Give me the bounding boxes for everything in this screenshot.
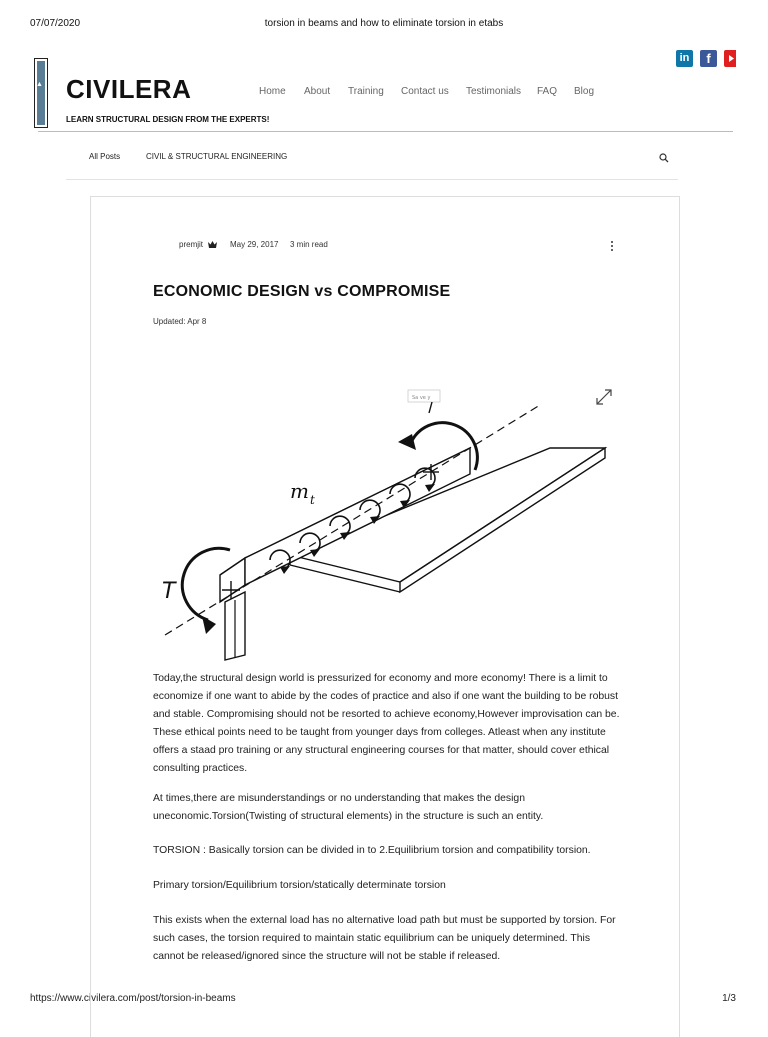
print-page-number: 1/3 xyxy=(722,993,736,1004)
nav-blog[interactable]: Blog xyxy=(574,86,595,97)
crown-icon xyxy=(208,241,217,248)
print-date: 07/07/2020 xyxy=(30,18,81,29)
category-divider xyxy=(66,179,678,180)
t-label: T xyxy=(162,579,176,604)
post-paragraph: Today,the structural design world is pressurized for economy and more economy! There is a limit to economize if one want to abide by the codes of practice and also if one want the building to be robust and stable. Compromising should not be resorted to achieve economy,However improvisation can be. These ethical points need to be taught from younger days from colleges. Atleast when any institute offers a staad pro training or any structural engineering courses for that matter, should cover ethical consulting practices. xyxy=(153,673,620,774)
figure-small-label: Sa ve y xyxy=(412,395,431,401)
post-title: ECONOMIC DESIGN vs COMPROMISE xyxy=(153,283,451,300)
youtube-icon[interactable] xyxy=(724,50,736,67)
post-updated: Updated: Apr 8 xyxy=(153,317,207,326)
print-url[interactable]: https://www.civilera.com/post/torsion-in-beams xyxy=(30,993,236,1004)
post-paragraph: At times,there are misunderstandings or no understanding that makes the design uneconomic.Torsion(Twisting of structural elements) in the structure is such an entity. xyxy=(153,793,544,822)
post-paragraph: This exists when the external load has no alternative load path but must be supported by torsion. For such cases, the torsion required to maintain static equilibrium can be uniquely determined. This cannot be released/ignored since the structure will not be stable if released. xyxy=(153,915,616,962)
expand-icon[interactable] xyxy=(595,388,613,406)
mt-subscript: t xyxy=(310,493,315,507)
print-title: torsion in beams and how to eliminate torsion in etabs xyxy=(264,18,504,29)
post-read-time: 3 min read xyxy=(290,240,328,249)
linkedin-icon[interactable]: in xyxy=(676,50,693,67)
torsion-beam-figure xyxy=(150,380,620,665)
post-paragraph: TORSION : Basically torsion can be divided in to 2.Equilibrium torsion and compatibility torsion. xyxy=(153,845,591,856)
category-civil-structural[interactable]: CIVIL & STRUCTURAL ENGINEERING xyxy=(146,152,288,161)
site-tagline: LEARN STRUCTURAL DESIGN FROM THE EXPERTS! xyxy=(66,115,270,124)
post-author[interactable]: premjit xyxy=(179,240,204,249)
nav-training[interactable]: Training xyxy=(348,86,384,97)
sidebar-toggle[interactable] xyxy=(34,58,48,128)
nav-contact-us[interactable]: Contact us xyxy=(401,86,449,97)
header-divider xyxy=(38,131,733,132)
post-paragraph: Primary torsion/Equilibrium torsion/statically determinate torsion xyxy=(153,880,446,891)
facebook-icon[interactable]: f xyxy=(700,50,717,67)
category-all-posts[interactable]: All Posts xyxy=(89,152,121,161)
nav-home[interactable]: Home xyxy=(259,86,286,97)
chevron-up-icon: ▲ xyxy=(36,81,43,88)
mt-label: m xyxy=(290,479,309,503)
more-options-icon[interactable] xyxy=(610,240,614,252)
search-icon[interactable] xyxy=(658,152,670,164)
post-date: May 29, 2017 xyxy=(230,240,279,249)
nav-faq[interactable]: FAQ xyxy=(537,86,558,97)
nav-testimonials[interactable]: Testimonials xyxy=(466,86,522,97)
nav-about[interactable]: About xyxy=(304,86,331,97)
site-logo[interactable]: CIVILERA xyxy=(66,74,192,104)
